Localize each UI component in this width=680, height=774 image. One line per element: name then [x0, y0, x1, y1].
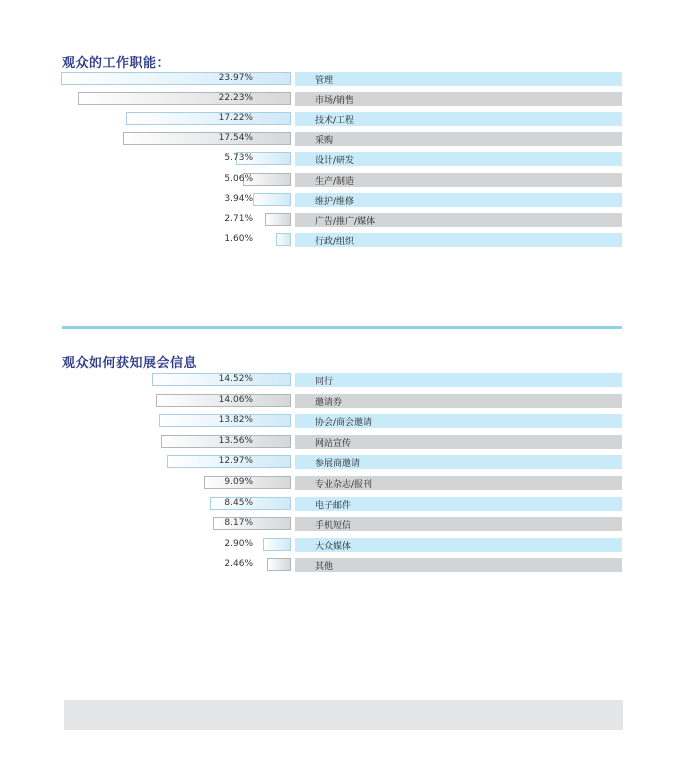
value-label: 13.56% — [218, 435, 253, 446]
bar — [276, 233, 291, 246]
category-label: 技术/工程 — [315, 116, 355, 127]
bar — [267, 558, 291, 571]
value-label: 1.60% — [224, 233, 253, 244]
bar-row — [0, 558, 680, 572]
category-band — [295, 538, 622, 552]
category-label: 专业杂志/报刊 — [315, 480, 373, 490]
bar-row — [0, 193, 680, 207]
category-label: 同行 — [315, 377, 334, 387]
category-band — [295, 72, 622, 86]
bar — [263, 538, 291, 551]
category-label: 协会/商会邀请 — [315, 418, 373, 429]
bar-row — [0, 152, 680, 166]
category-band — [295, 476, 622, 490]
category-band — [295, 373, 622, 387]
value-label: 8.17% — [224, 518, 253, 529]
category-label: 手机短信 — [315, 521, 352, 532]
value-label: 5.06% — [224, 173, 253, 184]
value-label: 12.97% — [218, 456, 253, 467]
bar-row — [0, 92, 680, 106]
category-label: 维护/维修 — [315, 196, 355, 207]
category-band — [295, 517, 622, 531]
value-label: 2.71% — [224, 213, 253, 224]
footer-band — [64, 700, 623, 730]
value-label: 14.06% — [218, 394, 253, 405]
category-label: 其他 — [315, 562, 334, 573]
value-label: 3.94% — [224, 193, 253, 204]
bar-row — [0, 72, 680, 86]
value-label: 17.22% — [218, 113, 253, 124]
bar-row — [0, 476, 680, 490]
category-label: 采购 — [315, 136, 334, 147]
bar-row — [0, 213, 680, 227]
category-band — [295, 558, 622, 572]
category-label: 大众媒体 — [315, 541, 352, 552]
bar-row — [0, 497, 680, 511]
chart-title-job-function: 观众的工作职能： — [62, 56, 171, 71]
category-band — [295, 112, 622, 126]
value-label: 5.73% — [224, 153, 253, 164]
category-band — [295, 455, 622, 469]
bar — [61, 72, 291, 85]
bar-row — [0, 173, 680, 187]
category-band — [295, 92, 622, 106]
bar-row — [0, 517, 680, 531]
bar — [265, 213, 291, 226]
value-label: 22.23% — [218, 93, 253, 104]
category-label: 市场/销售 — [315, 96, 355, 107]
value-label: 8.45% — [224, 497, 253, 508]
value-label: 13.82% — [218, 415, 253, 426]
section-divider — [62, 326, 622, 329]
bar — [253, 193, 291, 206]
bar-row — [0, 538, 680, 552]
bar-row — [0, 233, 680, 247]
category-band — [295, 152, 622, 166]
bar — [78, 92, 291, 105]
bar-row — [0, 112, 680, 126]
bar-row — [0, 373, 680, 387]
category-band — [295, 193, 622, 207]
category-label: 行政/组织 — [315, 236, 355, 247]
category-band — [295, 132, 622, 146]
category-band — [295, 414, 622, 428]
category-band — [295, 497, 622, 511]
category-band — [295, 394, 622, 408]
category-label: 邀请券 — [315, 397, 343, 408]
category-label: 参展商邀请 — [315, 459, 361, 470]
value-label: 9.09% — [224, 477, 253, 487]
bar-row — [0, 455, 680, 469]
value-label: 17.54% — [218, 133, 253, 144]
category-label: 设计/研发 — [315, 156, 355, 167]
value-label: 14.52% — [218, 374, 253, 384]
bar-row — [0, 132, 680, 146]
category-band — [295, 213, 622, 227]
category-band — [295, 233, 622, 247]
category-label: 电子邮件 — [315, 500, 352, 511]
bar-row — [0, 414, 680, 428]
bar-row — [0, 394, 680, 408]
bar-row — [0, 435, 680, 449]
value-label: 2.46% — [224, 559, 253, 570]
category-band — [295, 435, 622, 449]
category-label: 管理 — [315, 76, 334, 86]
category-band — [295, 173, 622, 187]
value-label: 2.90% — [224, 538, 253, 549]
category-label: 网站宣传 — [315, 438, 352, 449]
value-label: 23.97% — [218, 73, 253, 83]
category-label: 广告/推广/媒体 — [315, 216, 376, 227]
category-label: 生产/制造 — [315, 176, 355, 187]
chart-title-info-source: 观众如何获知展会信息 — [62, 356, 198, 371]
